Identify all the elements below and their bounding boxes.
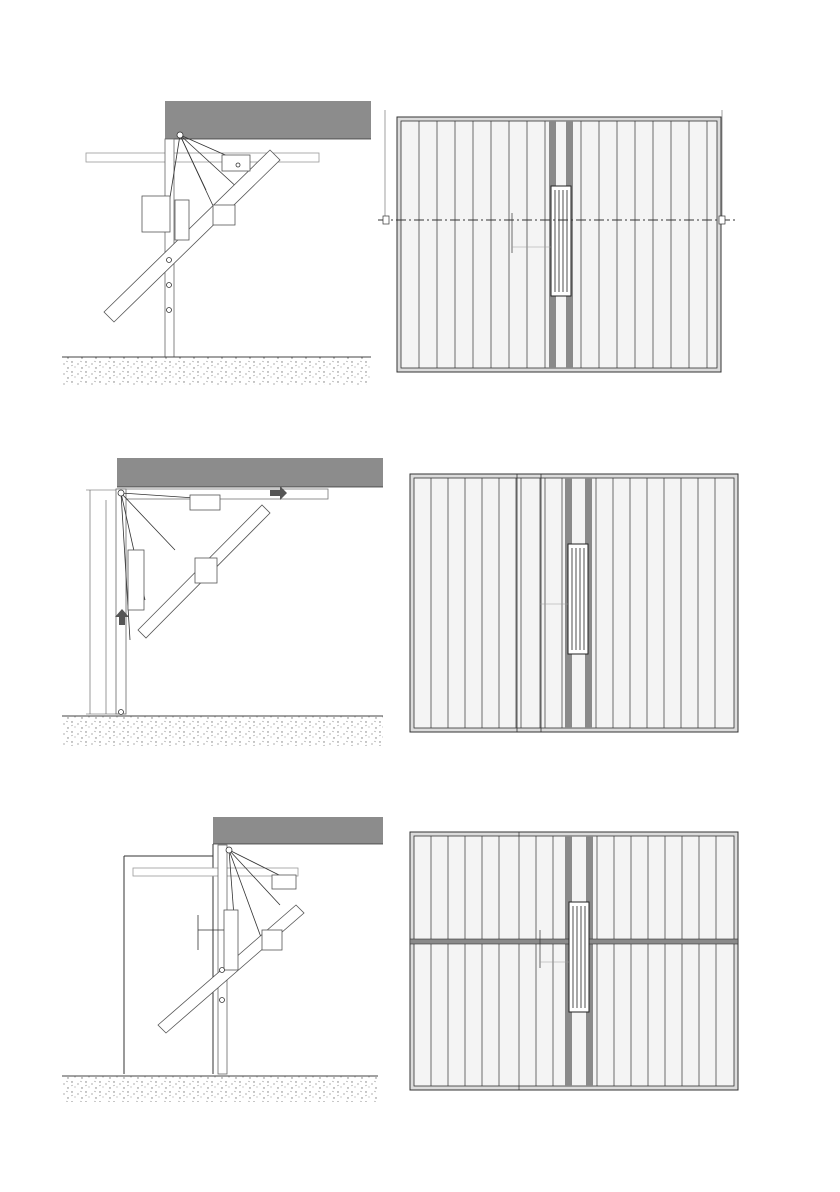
front-view-1	[378, 110, 738, 372]
figure-1	[62, 101, 738, 385]
handle-unit-1	[551, 186, 571, 296]
ground-2	[62, 716, 383, 746]
ground-3	[62, 1076, 378, 1102]
ground-1	[62, 357, 371, 385]
figure-2	[62, 458, 738, 746]
ceiling-1	[165, 101, 371, 139]
handle-unit-3	[569, 902, 589, 1012]
side-view-2	[86, 458, 383, 715]
figure-3	[62, 817, 738, 1102]
side-view-1	[86, 101, 371, 357]
ceiling-2	[117, 458, 383, 487]
ceiling-3	[213, 817, 383, 844]
side-view-3	[124, 817, 383, 1074]
front-view-2	[410, 474, 738, 732]
front-view-3	[410, 832, 738, 1090]
handle-unit-2	[568, 544, 588, 654]
